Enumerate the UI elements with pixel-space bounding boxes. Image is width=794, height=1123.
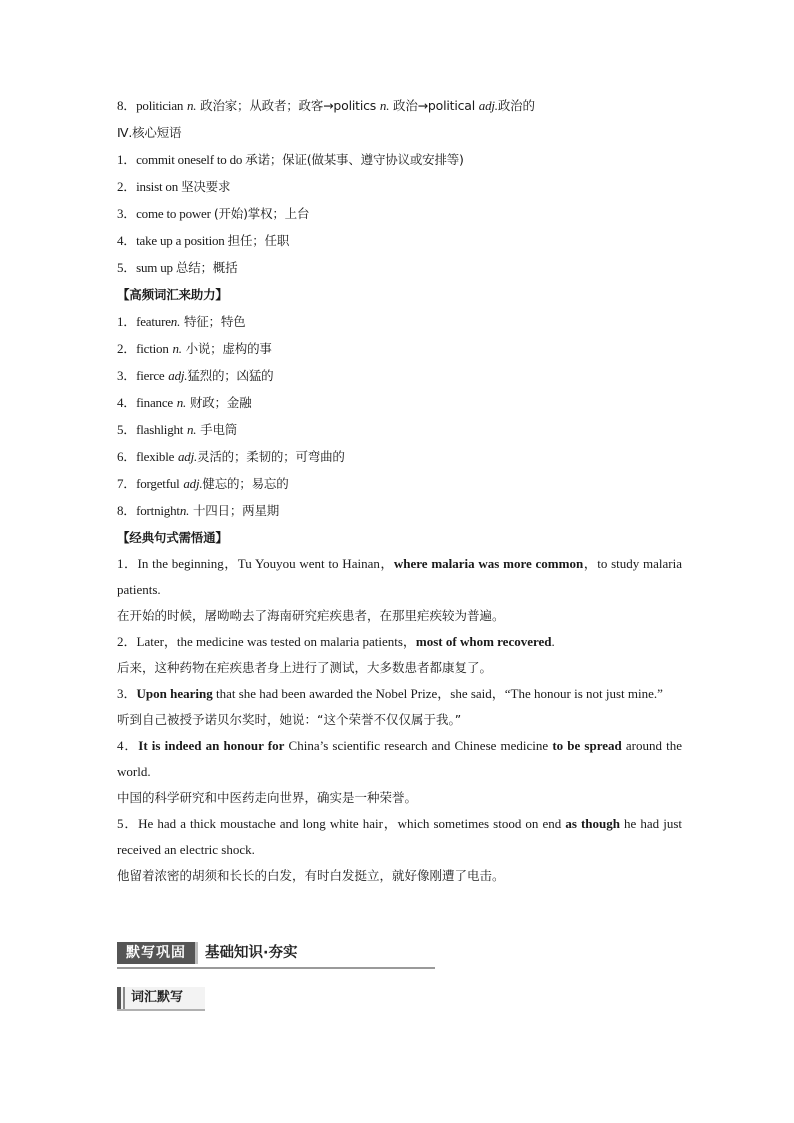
sentence-cn-1: 在开始的时候，屠呦呦去了海南研究疟疾患者，在那里疟疾较为普遍。 [117, 608, 505, 623]
high-freq-item: 7．forgetful adj.健忘的；易忘的 [117, 476, 289, 491]
sentence-en-3: 3．Upon hearing that she had been awarded the Nobel Prize，she said，“The honour is not just mine.” [117, 686, 663, 701]
high-freq-item: 1．featuren. 特征；特色 [117, 314, 246, 329]
high-freq-item: 6．flexible adj.灵活的；柔韧的；可弯曲的 [117, 449, 345, 464]
high-freq-item: 5．flashlight n. 手电筒 [117, 422, 238, 437]
sentence-en-4: 4．It is indeed an honour for China’s scientific research and Chinese medicine to be spread around the world. [117, 738, 682, 779]
phrase-item: 5．sum up 总结；概括 [117, 260, 238, 275]
vocab-meaning: 政治的 [497, 98, 535, 113]
phrase-item: 4．take up a position 担任；任职 [117, 233, 290, 248]
sentence-en-5: 5．He had a thick moustache and long white hair，which sometimes stood on end as though he had just received an electric shock. [117, 816, 683, 857]
subsection-marker [117, 987, 121, 1009]
vocab-word: politician [136, 98, 184, 113]
item-number: 8． [117, 98, 137, 113]
sentence-cn-3: 听到自己被授予诺贝尔奖时，她说：“这个荣誉不仅仅属于我。” [117, 712, 462, 727]
section-banner [117, 940, 435, 969]
high-freq-item: 4．finance n. 财政；金融 [117, 395, 252, 410]
section-tag: 默写巩固 [117, 942, 198, 964]
sentence-cn-2: 后来，这种药物在疟疾患者身上进行了测试，大多数患者都康复了。 [117, 660, 493, 675]
sentence-en-1: 1．In the beginning，Tu Youyou went to Hainan，where malaria was more common，to study malaria patients. [117, 556, 682, 597]
section-title: 基础知识·夯实 [205, 945, 298, 961]
subsection-marker [123, 987, 125, 1009]
vocab-meaning: 政治→political [393, 98, 479, 113]
phrase-item: 2．insist on 坚决要求 [117, 179, 231, 194]
sentence-cn-4: 中国的科学研究和中医药走向世界，确实是一种荣誉。 [117, 790, 418, 805]
part-of-speech: n. [379, 98, 390, 113]
high-freq-heading: 【高频词汇来助力】 [117, 287, 228, 302]
subsection-header [117, 987, 205, 1011]
sentence-en-2: 2．Later，the medicine was tested on malaria patients，most of whom recovered. [117, 634, 555, 649]
phrases-heading: Ⅳ.核心短语 [117, 125, 182, 140]
subsection-title: 词汇默写 [131, 990, 184, 1005]
high-freq-item: 3．fierce adj.猛烈的；凶猛的 [117, 368, 274, 383]
phrase-item: 3．come to power (开始)掌权；上台 [117, 206, 310, 221]
document-body [117, 92, 682, 889]
part-of-speech: n. [187, 98, 197, 113]
sentences-heading: 【经典句式需悟通】 [117, 530, 228, 545]
high-freq-item: 2．fiction n. 小说；虚构的事 [117, 341, 272, 356]
vocab-meaning: 政治家；从政者；政客→politics [200, 98, 380, 113]
part-of-speech: adj. [478, 98, 498, 113]
phrase-item: 1．commit oneself to do 承诺；保证(做某事、遵守协议或安排等) [117, 152, 464, 167]
high-freq-item: 8．fortnightn. 十四日；两星期 [117, 503, 280, 518]
sentence-cn-5: 他留着浓密的胡须和长长的白发，有时白发挺立，就好像刚遭了电击。 [117, 868, 505, 883]
vocab-item-8 [117, 92, 682, 119]
